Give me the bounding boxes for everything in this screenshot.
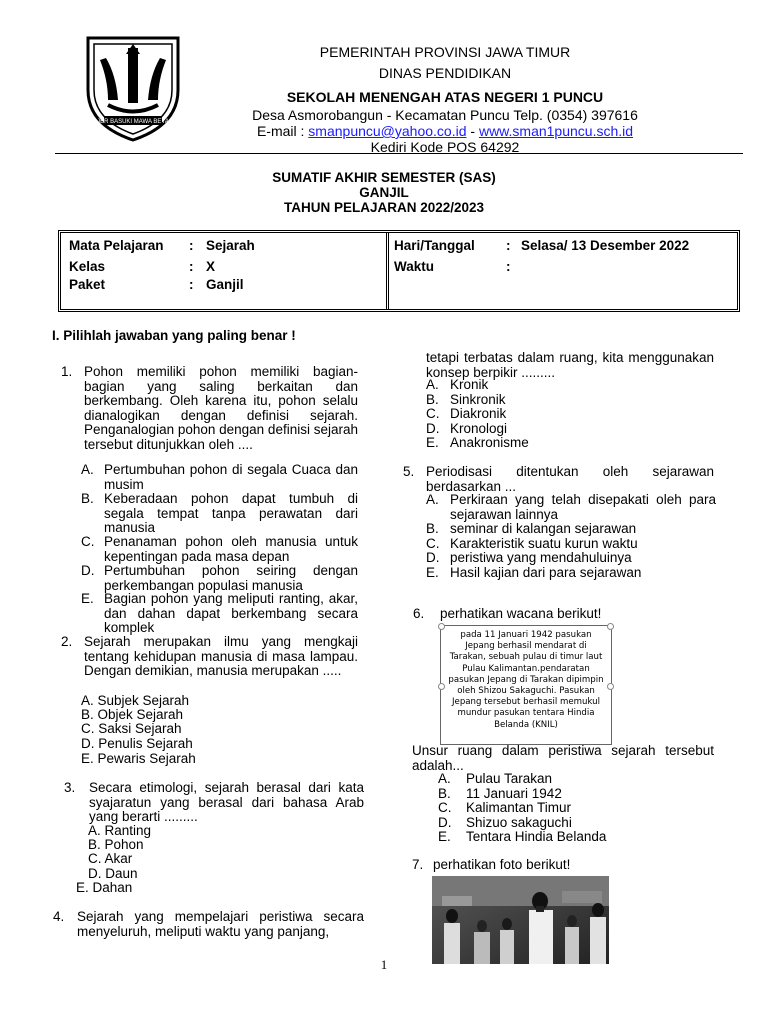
- q4-option-e-letter: E.: [426, 435, 439, 450]
- q2-option-c[interactable]: C. Saksi Sejarah: [81, 721, 182, 736]
- q4-option-c-letter: C.: [426, 406, 440, 421]
- colon: :: [189, 238, 194, 253]
- section-title: I. Pilihlah jawaban yang paling benar !: [52, 328, 296, 343]
- q4-option-a[interactable]: Kronik: [450, 377, 489, 392]
- q1-option-c[interactable]: Penanaman pohon oleh manusia untuk kepentingan pada masa depan: [104, 534, 358, 564]
- q6-passage-box: [440, 625, 612, 745]
- q4-option-a-letter: A.: [426, 377, 439, 392]
- colon: :: [506, 238, 511, 253]
- q3-option-a[interactable]: A. Ranting: [88, 823, 152, 838]
- q3-number: 3.: [64, 780, 76, 795]
- q1-option-a-letter: A.: [81, 462, 94, 477]
- q1-option-e[interactable]: Bagian pohon yang meliputi ranting, akar, dan dahan dapat berkembang secara komplek: [104, 591, 358, 635]
- q1-option-d[interactable]: Pertumbuhan pohon seiring dengan perkembangan populasi manusia: [104, 563, 358, 593]
- school-logo: [78, 30, 188, 144]
- package-value: Ganjil: [206, 277, 244, 292]
- q5-option-c[interactable]: Karakteristik suatu kurun waktu: [450, 536, 638, 551]
- q6-option-d-letter: D.: [438, 815, 452, 830]
- q2-number: 2.: [61, 634, 73, 649]
- q1-option-b[interactable]: Keberadaan pohon dapat tumbuh di segala tempat tanpa perawatan dari manusia: [104, 491, 358, 535]
- exam-title-2: GANJIL: [359, 185, 409, 200]
- q5-text: Periodisasi ditentukan oleh sejarawan berdasarkan ...: [426, 464, 714, 494]
- q3-option-b[interactable]: B. Pohon: [88, 837, 144, 852]
- colon: :: [189, 259, 194, 274]
- q6-option-e[interactable]: Tentara Hindia Belanda: [466, 829, 607, 844]
- q3-option-e[interactable]: E. Dahan: [76, 880, 133, 895]
- logo-motto: JER BASUKI MAWA BEYA: [97, 119, 169, 125]
- q6-option-b-letter: B.: [438, 786, 451, 801]
- q1-number: 1.: [61, 364, 73, 379]
- q5-option-b[interactable]: seminar di kalangan sejarawan: [450, 521, 637, 536]
- q7-photo: [432, 876, 609, 964]
- resize-handle[interactable]: [607, 683, 614, 690]
- q2-option-a[interactable]: A. Subjek Sejarah: [81, 693, 190, 708]
- contact-line: [230, 123, 660, 140]
- exam-info-box: [58, 230, 740, 312]
- resize-handle[interactable]: [438, 683, 445, 690]
- q6-option-c-letter: C.: [438, 800, 452, 815]
- q4-option-d[interactable]: Kronologi: [450, 421, 508, 436]
- page-number: 1: [380, 957, 388, 972]
- q6-question: Unsur ruang dalam peristiwa sejarah tersebut adalah...: [412, 743, 714, 773]
- resize-handle[interactable]: [438, 623, 445, 630]
- school-name: SEKOLAH MENENGAH ATAS NEGERI 1 PUNCU: [286, 89, 604, 105]
- q4-option-b-letter: B.: [426, 392, 439, 407]
- time-label: Waktu: [394, 259, 434, 274]
- q5-option-c-letter: C.: [426, 536, 440, 551]
- gov-line: PEMERINTAH PROVINSI JAWA TIMUR: [319, 44, 571, 60]
- email-link[interactable]: smanpuncu@yahoo.co.id: [308, 123, 467, 139]
- dept-line: DINAS PENDIDIKAN: [378, 65, 512, 81]
- email-prefix: E-mail :: [256, 123, 309, 139]
- resize-handle[interactable]: [607, 623, 614, 630]
- postal-line: Kediri Kode POS 64292: [370, 139, 520, 155]
- exam-title-3: TAHUN PELAJARAN 2022/2023: [283, 200, 485, 215]
- q6-text: perhatikan wacana berikut!: [440, 606, 602, 621]
- q5-option-b-letter: B.: [426, 521, 439, 536]
- q3-option-d[interactable]: D. Daun: [88, 866, 138, 881]
- q5-option-d[interactable]: peristiwa yang mendahuluinya: [450, 550, 632, 565]
- q6-passage-text: pada 11 Januari 1942 pasukan Jepang berhasil mendarat di Tarakan, sebuah pulau di timur laut Pulau Kalimantan.pendaratan pasukan Jepang di Tarakan dipimpin oleh Shizou Sakaguchi. Pasukan Jepang tersebut berhasil memukul mundur pasukan tentara Hindia Belanda (KNIL): [448, 630, 604, 730]
- q5-option-a[interactable]: Perkiraan yang telah disepakati oleh para sejarawan lainnya: [450, 492, 716, 522]
- q5-option-e[interactable]: Hasil kajian dari para sejarawan: [450, 565, 642, 580]
- q4-option-b[interactable]: Sinkronik: [450, 392, 506, 407]
- q6-option-d[interactable]: Shizuo sakaguchi: [466, 815, 572, 830]
- q4-text-part2: tetapi terbatas dalam ruang, kita menggunakan konsep berpikir .........: [426, 350, 714, 380]
- q1-option-b-letter: B.: [81, 491, 94, 506]
- q4-option-c[interactable]: Diakronik: [450, 406, 507, 421]
- q5-number: 5.: [403, 464, 415, 479]
- q6-option-b[interactable]: 11 Januari 1942: [466, 786, 562, 801]
- q6-number: 6.: [413, 606, 425, 621]
- q4-option-d-letter: D.: [426, 421, 440, 436]
- date-value: Selasa/ 13 Desember 2022: [521, 238, 690, 253]
- class-label: Kelas: [69, 259, 106, 274]
- q2-option-d[interactable]: D. Penulis Sejarah: [81, 736, 193, 751]
- q3-text: Secara etimologi, sejarah berasal dari kata syajaratun yang berasal dari bahasa Arab yang berarti .........: [89, 780, 364, 824]
- q7-number: 7.: [412, 857, 424, 872]
- q1-option-e-letter: E.: [81, 591, 94, 606]
- address-line: Desa Asmorobangun - Kecamatan Puncu Telp. (0354) 397616: [252, 107, 638, 123]
- subject-label: Mata Pelajaran: [69, 238, 164, 253]
- q5-option-d-letter: D.: [426, 550, 440, 565]
- q5-option-a-letter: A.: [426, 492, 439, 507]
- q6-option-c[interactable]: Kalimantan Timur: [466, 800, 572, 815]
- colon: :: [506, 259, 511, 274]
- subject-value: Sejarah: [206, 238, 255, 253]
- q3-option-c[interactable]: C. Akar: [88, 851, 133, 866]
- q2-text: Sejarah merupakan ilmu yang mengkaji tentang kehidupan manusia di masa lampau. Dengan demikian, manusia merupakan .....: [84, 634, 358, 678]
- letterhead: [230, 44, 660, 156]
- contact-separator: -: [466, 123, 479, 139]
- header-rule: [55, 153, 743, 154]
- q4-number: 4.: [53, 909, 65, 924]
- website-link[interactable]: www.sman1puncu.sch.id: [478, 123, 634, 139]
- date-label: Hari/Tanggal: [394, 238, 475, 253]
- q7-text: perhatikan foto berikut!: [433, 857, 571, 872]
- q4-option-e[interactable]: Anakronisme: [450, 435, 529, 450]
- q6-option-a-letter: A.: [438, 771, 451, 786]
- q2-option-b[interactable]: B. Objek Sejarah: [81, 707, 184, 722]
- q1-text: Pohon memiliki pohon memiliki bagian-bagian yang saling berkaitan dan berkembang. Oleh karena itu, pohon selalu dianalogikan dengan definisi sejarah. Penganalogian pohon dengan definisi sejarah tersebut ditunjukkan oleh ....: [84, 364, 358, 452]
- exam-title-1: SUMATIF AKHIR SEMESTER (SAS): [272, 170, 496, 185]
- q1-option-a[interactable]: Pertumbuhan pohon di segala Cuaca dan musim: [104, 462, 358, 492]
- package-label: Paket: [69, 277, 106, 292]
- q1-option-c-letter: C.: [81, 534, 95, 549]
- colon: :: [189, 277, 194, 292]
- info-divider: [386, 233, 389, 309]
- class-value: X: [206, 259, 216, 274]
- q4-text-part1: Sejarah yang mempelajari peristiwa secara menyeluruh, meliputi waktu yang panjang,: [77, 909, 364, 939]
- q5-option-e-letter: E.: [426, 565, 439, 580]
- q1-option-d-letter: D.: [81, 563, 95, 578]
- q6-option-a[interactable]: Pulau Tarakan: [466, 771, 553, 786]
- q6-option-e-letter: E.: [438, 829, 451, 844]
- q2-option-e[interactable]: E. Pewaris Sejarah: [81, 751, 196, 766]
